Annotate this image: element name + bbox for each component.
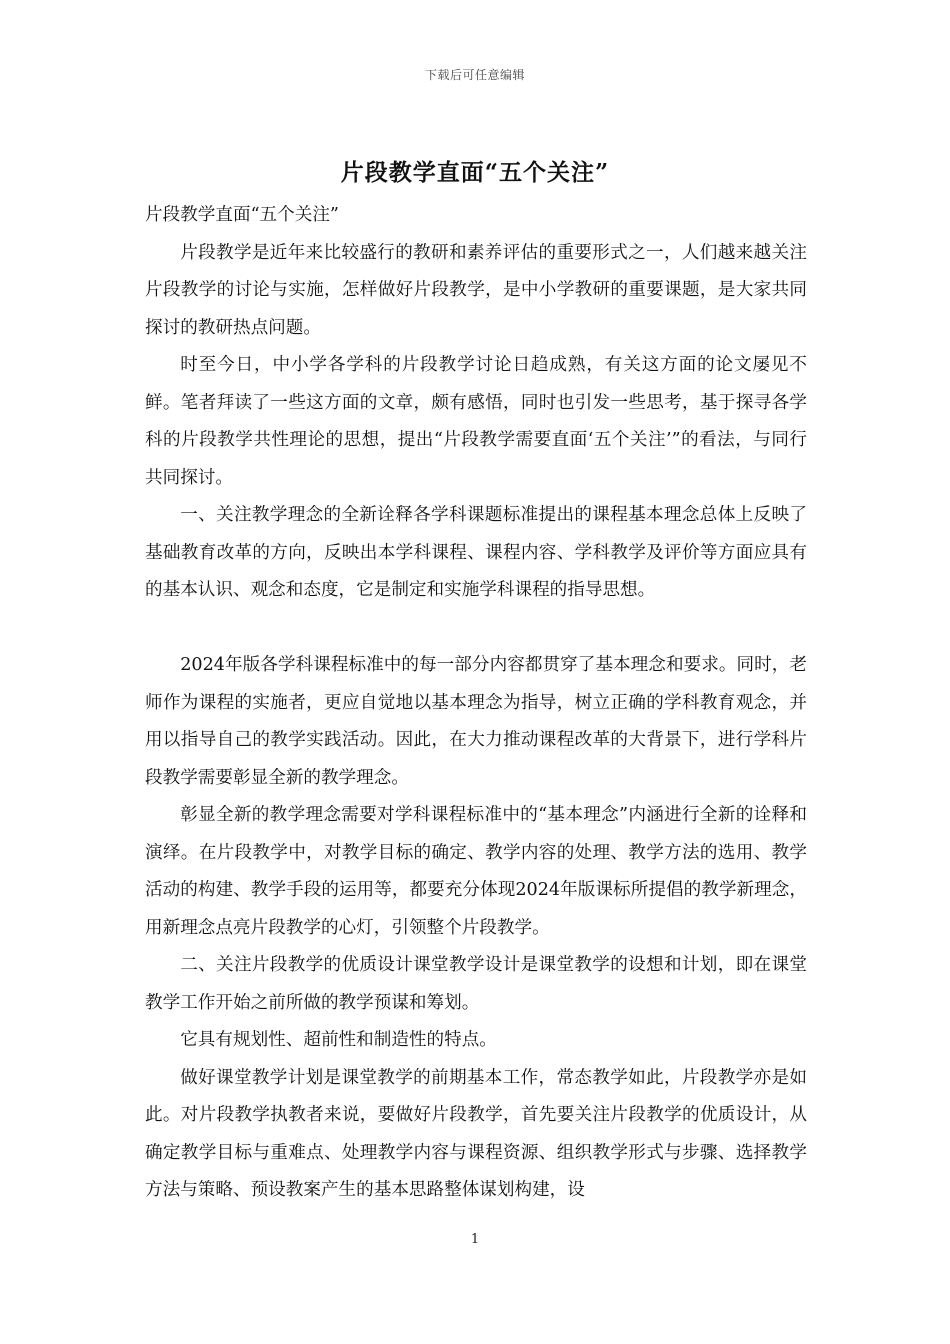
body-paragraph: 时至今日，中小学各学科的片段教学讨论日趋成熟，有关这方面的论文屡见不鲜。笔者拜读了一些这方面的文章，颇有感悟，同时也引发一些思考，基于探寻各学科的片段教学共性理论的思想，提出“片段教学需要直面‘五个关注’”的看法，与同行共同探讨。 <box>145 355 807 488</box>
body-paragraph: 它具有规划性、超前性和制造性的特点。 <box>180 1030 497 1050</box>
document-body <box>145 197 807 1210</box>
subtitle-paragraph: 片段教学直面“五个关注” <box>145 205 339 225</box>
body-paragraph: 做好课堂教学计划是课堂教学的前期基本工作，常态教学如此，片段教学亦是如此。对片段教学执教者来说，要做好片段教学，首先要关注片段教学的优质设计，从确定教学目标与重难点、处理教学内容与课程资源、组织教学形式与步骤、选择教学方法与策略、预设教案产生的基本思路整体谋划构建，设 <box>145 1067 807 1200</box>
body-paragraph: 2024年版各学科课程标准中的每一部分内容都贯穿了基本理念和要求。同时，老师作为课程的实施者，更应自觉地以基本理念为指导，树立正确的学科教育观念，并用以指导自己的教学实践活动。因此，在大力推动课程改革的大背景下，进行学科片段教学需要彰显全新的教学理念。 <box>145 655 807 788</box>
body-paragraph: 彰显全新的教学理念需要对学科课程标准中的“基本理念”内涵进行全新的诠释和演绎。在片段教学中，对教学目标的确定、教学内容的处理、教学方法的选用、教学活动的构建、教学手段的运用等，都要充分体现2024年版课标所提倡的教学新理念，用新理念点亮片段教学的心灯，引领整个片段教学。 <box>145 805 807 938</box>
document-title: 片段教学直面“五个关注” <box>340 159 610 186</box>
header-note: 下载后可任意编辑 <box>424 68 525 82</box>
body-paragraph: 一、关注教学理念的全新诠释各学科课题标准提出的课程基本理念总体上反映了基础教育改革的方向，反映出本学科课程、课程内容、学科教学及评价等方面应具有的基本认识、观念和态度，它是制定和实施学科课程的指导思想。 <box>145 505 807 600</box>
body-paragraph: 片段教学是近年来比较盛行的教研和素养评估的重要形式之一，人们越来越关注片段教学的讨论与实施，怎样做好片段教学，是中小学教研的重要课题，是大家共同探讨的教研热点问题。 <box>145 242 807 338</box>
body-paragraph: 二、关注片段教学的优质设计课堂教学设计是课堂教学的设想和计划，即在课堂教学工作开始之前所做的教学预谋和筹划。 <box>145 955 807 1013</box>
page-number: 1 <box>470 1232 480 1247</box>
paragraph-spacer <box>145 610 807 648</box>
